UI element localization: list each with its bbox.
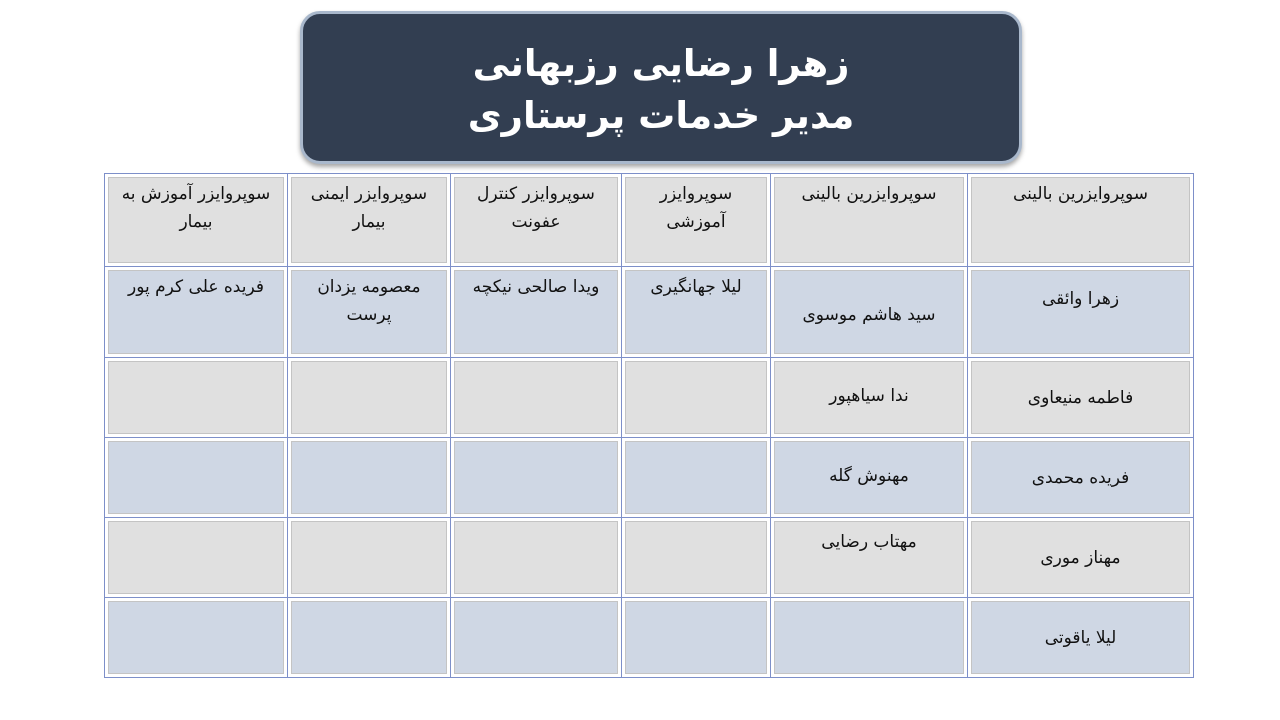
table-row (105, 598, 1194, 678)
header-cell: سوپروایزر آموزشی (625, 177, 767, 263)
header-cell: سوپروایزر آموزش به بیمار (108, 177, 284, 263)
title-banner (300, 11, 1022, 164)
name-cell: سید هاشم موسوی (774, 270, 964, 354)
page-title-name: زهرا رضایی رزبهانی (472, 42, 850, 85)
name-cell: فریده علی کرم پور (108, 270, 284, 354)
name-cell: مهتاب رضایی (774, 521, 964, 594)
name-cell: معصومه یزدان پرست (291, 270, 447, 354)
header-row (105, 174, 1194, 267)
name-cell (625, 441, 767, 514)
name-cell (291, 361, 447, 434)
name-cell (774, 601, 964, 674)
table-row (105, 267, 1194, 358)
name-cell (625, 361, 767, 434)
name-cell (625, 521, 767, 594)
name-cell (291, 521, 447, 594)
header-cell: سوپروایزر کنترل عفونت (454, 177, 618, 263)
name-cell (108, 601, 284, 674)
page-title-role: مدیر خدمات پرستاری (467, 94, 855, 137)
name-cell: فریده محمدی (971, 441, 1190, 514)
org-chart-table (104, 173, 1194, 678)
name-cell (108, 361, 284, 434)
header-cell: سوپروایزر ایمنی بیمار (291, 177, 447, 263)
name-cell (291, 441, 447, 514)
name-cell: مهناز موری (971, 521, 1190, 594)
header-cell: سوپروایزرین بالینی (774, 177, 964, 263)
name-cell: زهرا وائقی (971, 270, 1190, 354)
name-cell: لیلا جهانگیری (625, 270, 767, 354)
name-cell: مهنوش گله (774, 441, 964, 514)
name-cell: ویدا صالحی نیکچه (454, 270, 618, 354)
name-cell (108, 441, 284, 514)
name-cell (454, 521, 618, 594)
name-cell: ندا سیاهپور (774, 361, 964, 434)
name-cell (454, 441, 618, 514)
table-row (105, 518, 1194, 598)
name-cell (454, 361, 618, 434)
name-cell: فاطمه منیعاوی (971, 361, 1190, 434)
name-cell (625, 601, 767, 674)
name-cell: لیلا یاقوتی (971, 601, 1190, 674)
table-row (105, 438, 1194, 518)
name-cell (108, 521, 284, 594)
name-cell (454, 601, 618, 674)
name-cell (291, 601, 447, 674)
table-row (105, 358, 1194, 438)
header-cell: سوپروایزرین بالینی (971, 177, 1190, 263)
